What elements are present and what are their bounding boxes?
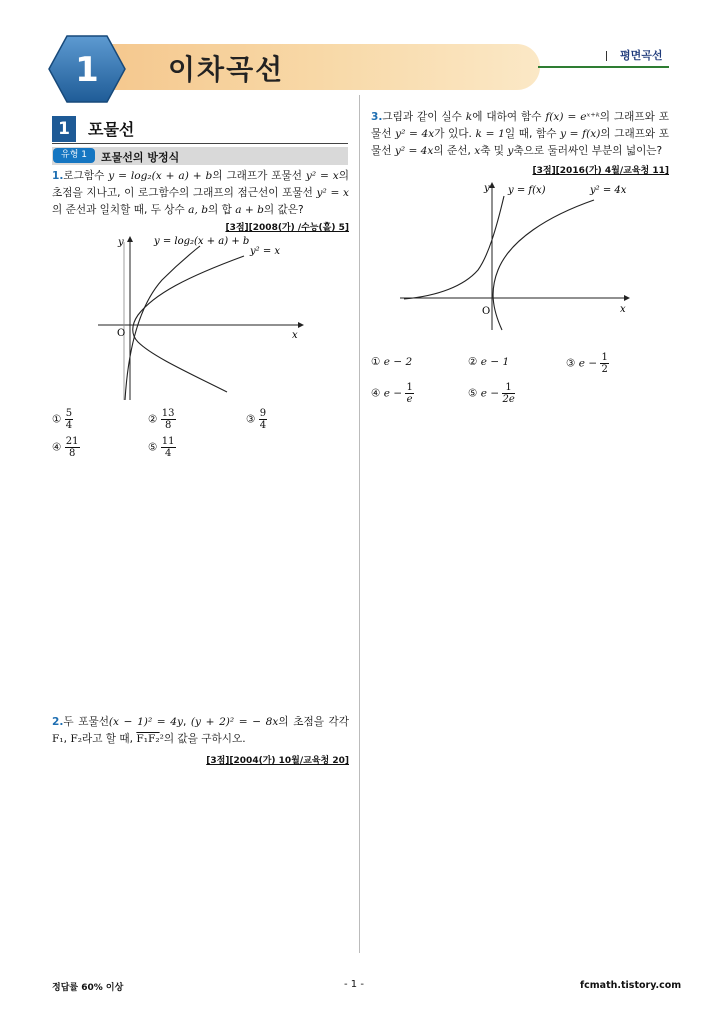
origin-label: O: [482, 306, 491, 317]
question-2-number: 2.: [52, 716, 64, 728]
chapter-hexagon: [47, 34, 127, 104]
q3-choice-1[interactable]: ① e − 2: [371, 356, 413, 368]
question-2-text: 2.두 포물선(x − 1)² = 4y, (y + 2)² = − 8x의 초점을 각각 F₁, F₂라고 할 때, F₁F₂²의 값을 구하시오.: [52, 716, 349, 745]
question-3-text: 3.그림과 같이 실수 k에 대하여 함수 f(x) = eˣ⁺ᵏ의 그래프와 포물선 y² = 4x가 있다. k = 1일 때, 함수 y = f(x)의 그래프와 포물선 y² = 4x의 준선, x축 및 y축으로 둘러싸인 부분의 넓이는?: [371, 111, 670, 157]
header-tick: [606, 51, 607, 61]
x-axis-arrow: [298, 322, 304, 328]
section-rule: [52, 143, 348, 144]
type-badge: 유형 1: [53, 148, 95, 163]
exponential-curve: [404, 196, 504, 299]
origin-label: O: [117, 328, 126, 339]
x-axis-arrow: [624, 295, 630, 301]
q3-choice-5[interactable]: ⑤ e − $\frac{1}{2e}$: [468, 382, 515, 405]
log-label: y = log₂(x + a) + b: [154, 236, 250, 247]
q1-choice-4[interactable]: ④ $\frac{21}{8}$: [52, 436, 79, 459]
question-1-number: 1.: [52, 170, 64, 182]
y-axis-arrow: [127, 236, 133, 242]
y-axis-label: y: [118, 237, 124, 248]
log-curve: [125, 246, 200, 400]
header-band: [70, 44, 540, 90]
chapter-number: 1: [75, 50, 99, 90]
parabola-label: y² = x: [250, 246, 281, 257]
x-axis-label: x: [292, 330, 298, 341]
q1-choice-3[interactable]: ③ $\frac{9}{4}$: [246, 408, 267, 431]
parabola-curve: [493, 200, 594, 330]
footer-page-number: - 1 -: [344, 979, 364, 990]
q3-choice-2[interactable]: ② e − 1: [468, 356, 510, 368]
type-title: 포물선의 방정식: [101, 151, 180, 164]
y-axis-arrow: [489, 182, 495, 188]
type-band: [52, 147, 348, 165]
column-divider: [359, 95, 360, 953]
parabola-label: y² = 4x: [590, 185, 627, 196]
parabola-curve: [133, 256, 244, 392]
x-axis-label: x: [620, 304, 626, 315]
q3-choice-4[interactable]: ④ e − $\frac{1}{e}$: [371, 382, 413, 405]
question-1-text: 1.로그함수 y = log₂(x + a) + b의 그래프가 포물선 y² = x의 초점을 지나고, 이 로그함수의 그래프의 점근선이 포물선 y² = x의 준선과 일치할 때, 두 상수 a, b의 합 a + b의 값은?: [52, 170, 349, 216]
q1-choice-5[interactable]: ⑤ $\frac{11}{4}$: [148, 436, 175, 459]
y-axis-label: y: [484, 183, 490, 194]
header-rule: [538, 66, 669, 68]
section-number: 1: [52, 116, 76, 142]
question-3-number: 3.: [371, 111, 383, 123]
footer-accuracy-rate: 정답률 60% 이상: [52, 983, 124, 993]
q3-choice-3[interactable]: ③ e − $\frac{1}{2}$: [566, 352, 608, 375]
question-3-source: [3점][2016(가) 4월/교육청 11]: [532, 166, 669, 176]
footer-site-link[interactable]: fcmath.tistory.com: [580, 980, 682, 991]
question-3-graph: [398, 178, 638, 348]
header-category: 평면곡선: [620, 49, 663, 62]
q1-choice-2[interactable]: ② $\frac{13}{8}$: [148, 408, 175, 431]
question-2-source: [3점][2004(가) 10월/교육청 20]: [206, 756, 349, 766]
question-1-graph: [92, 232, 312, 404]
section-title: 포물선: [88, 120, 135, 139]
question-1-source: [3점][2008(가) /수능(홀) 5]: [225, 223, 349, 233]
chapter-title: 이차곡선: [168, 53, 285, 86]
function-label: y = f(x): [508, 185, 546, 196]
q1-choice-1[interactable]: ① $\frac{5}{4}$: [52, 408, 73, 431]
